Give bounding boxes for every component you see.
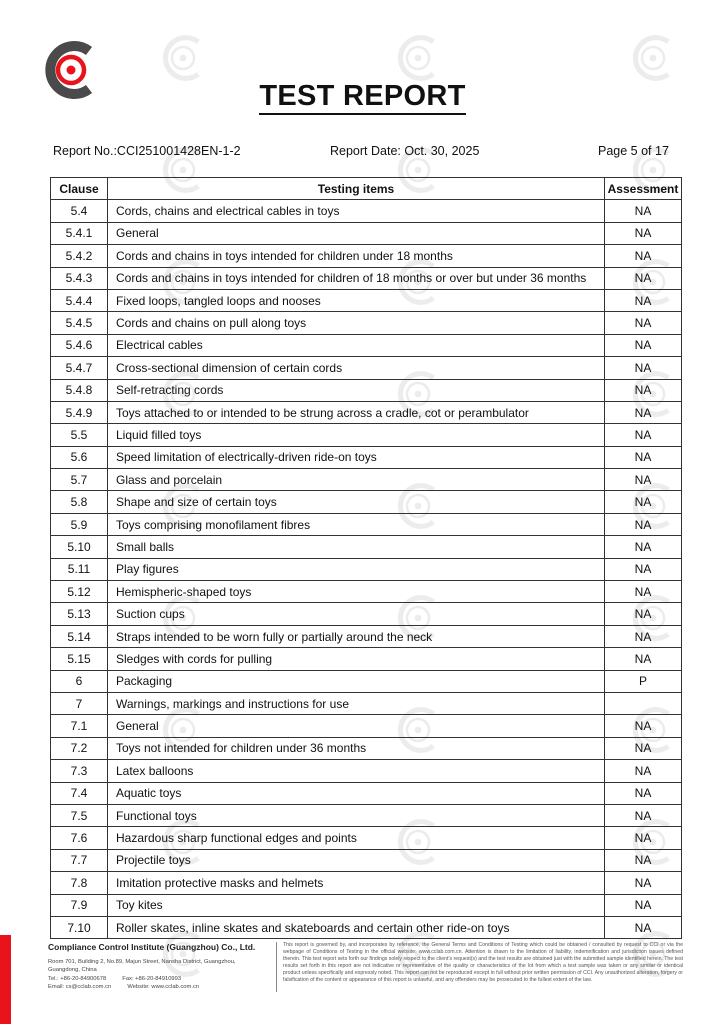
assessment-cell: NA bbox=[605, 513, 682, 535]
testing-item-cell: Warnings, markings and instructions for use bbox=[108, 692, 605, 714]
assessment-cell: NA bbox=[605, 357, 682, 379]
assessment-cell: NA bbox=[605, 760, 682, 782]
clause-cell: 5.4.8 bbox=[51, 379, 108, 401]
company-address bbox=[48, 958, 276, 992]
table-row bbox=[51, 782, 682, 804]
assessment-cell: NA bbox=[605, 334, 682, 356]
clause-cell: 7.5 bbox=[51, 804, 108, 826]
clause-cell: 5.5 bbox=[51, 424, 108, 446]
clause-cell: 6 bbox=[51, 670, 108, 692]
table-row bbox=[51, 625, 682, 647]
testing-item-cell: Toys comprising monofilament fibres bbox=[108, 513, 605, 535]
assessment-cell: NA bbox=[605, 245, 682, 267]
clause-cell: 5.4.7 bbox=[51, 357, 108, 379]
table-row bbox=[51, 446, 682, 468]
assessment-cell: P bbox=[605, 670, 682, 692]
table-row bbox=[51, 670, 682, 692]
clause-cell: 5.4.9 bbox=[51, 401, 108, 423]
clause-cell: 5.4.6 bbox=[51, 334, 108, 356]
assessment-cell: NA bbox=[605, 267, 682, 289]
testing-item-cell: General bbox=[108, 222, 605, 244]
table-row bbox=[51, 558, 682, 580]
assessment-cell: NA bbox=[605, 289, 682, 311]
testing-item-cell: Speed limitation of electrically-driven ride-on toys bbox=[108, 446, 605, 468]
red-side-bar bbox=[0, 935, 11, 1024]
table-row bbox=[51, 334, 682, 356]
clause-cell: 7.10 bbox=[51, 916, 108, 938]
table-row bbox=[51, 357, 682, 379]
report-date: Report Date: Oct. 30, 2025 bbox=[330, 144, 480, 158]
table-body bbox=[51, 200, 682, 939]
testing-items-header: Testing items bbox=[108, 178, 605, 200]
assessment-cell: NA bbox=[605, 625, 682, 647]
assessment-cell: NA bbox=[605, 715, 682, 737]
table-row bbox=[51, 715, 682, 737]
table-row bbox=[51, 581, 682, 603]
footer-disclaimer: This report is governed by, and incorporates by reference, the General Terms and Conditions of Testing which could be obtained / consulted by request to CCI or via the webpage of Conditions of Testing in the official website: www.cclab.com.cn. Attention is drawn to the limitation of liability, indemnification and jurisdiction issues defined therein. This test report sets forth our findings solely respect to the client's request(s) and the test results are obtained just with the submitted sample identified herein. The test results set forth in this report are not indicative or representative of the quality or characteristics of the lot from which a test sample was taken or any similar or identical product unless specifically and expressly noted. This report can not be reproduced except in full without prior written permission of CCI. Any unauthorized alteration, forgery or falsification of the content or appearance of this report is unlawful, and any offenders may be prosecuted to the fullest extent of the law. bbox=[283, 942, 683, 983]
testing-item-cell: Cords, chains and electrical cables in toys bbox=[108, 200, 605, 222]
table-row bbox=[51, 379, 682, 401]
testing-item-cell: Glass and porcelain bbox=[108, 469, 605, 491]
clause-cell: 5.6 bbox=[51, 446, 108, 468]
testing-item-cell: Packaging bbox=[108, 670, 605, 692]
testing-item-cell: Shape and size of certain toys bbox=[108, 491, 605, 513]
testing-item-cell: Sledges with cords for pulling bbox=[108, 648, 605, 670]
clause-header: Clause bbox=[51, 178, 108, 200]
testing-item-cell: Aquatic toys bbox=[108, 782, 605, 804]
table-row bbox=[51, 245, 682, 267]
clause-cell: 7 bbox=[51, 692, 108, 714]
company-name: Compliance Control Institute (Guangzhou) Co., Ltd. bbox=[48, 942, 256, 952]
contact-email-web: Email: cs@cclab.com.cn Website: www.cclab.com.cn bbox=[48, 984, 200, 991]
testing-item-cell: Toys not intended for children under 36 months bbox=[108, 737, 605, 759]
assessment-cell: NA bbox=[605, 222, 682, 244]
table-row bbox=[51, 289, 682, 311]
assessment-cell: NA bbox=[605, 312, 682, 334]
clause-cell: 7.4 bbox=[51, 782, 108, 804]
clause-cell: 7.3 bbox=[51, 760, 108, 782]
table-row bbox=[51, 760, 682, 782]
clause-cell: 5.14 bbox=[51, 625, 108, 647]
testing-item-cell: Liquid filled toys bbox=[108, 424, 605, 446]
table-row bbox=[51, 536, 682, 558]
clause-cell: 7.2 bbox=[51, 737, 108, 759]
clause-cell: 5.4.1 bbox=[51, 222, 108, 244]
clause-cell: 5.10 bbox=[51, 536, 108, 558]
clause-cell: 5.9 bbox=[51, 513, 108, 535]
testing-item-cell: Fixed loops, tangled loops and nooses bbox=[108, 289, 605, 311]
clause-cell: 5.7 bbox=[51, 469, 108, 491]
assessment-cell: NA bbox=[605, 558, 682, 580]
table-row bbox=[51, 648, 682, 670]
assessment-cell: NA bbox=[605, 491, 682, 513]
table-row bbox=[51, 737, 682, 759]
testing-item-cell: Play figures bbox=[108, 558, 605, 580]
table-row bbox=[51, 603, 682, 625]
testing-item-cell: Hemispheric-shaped toys bbox=[108, 581, 605, 603]
testing-item-cell: Roller skates, inline skates and skateboards and certain other ride-on toys bbox=[108, 916, 605, 938]
assessment-header: Assessment bbox=[605, 178, 682, 200]
clause-cell: 7.9 bbox=[51, 894, 108, 916]
testing-item-cell: Toy kites bbox=[108, 894, 605, 916]
testing-item-cell: Hazardous sharp functional edges and points bbox=[108, 827, 605, 849]
clause-cell: 5.4.3 bbox=[51, 267, 108, 289]
testing-item-cell: Projectile toys bbox=[108, 849, 605, 871]
assessment-cell: NA bbox=[605, 804, 682, 826]
clause-cell: 7.8 bbox=[51, 872, 108, 894]
assessment-cell: NA bbox=[605, 401, 682, 423]
clause-cell: 7.1 bbox=[51, 715, 108, 737]
table-row bbox=[51, 491, 682, 513]
testing-item-cell: Cords and chains in toys intended for children of 18 months or over but under 36 months bbox=[108, 267, 605, 289]
table-header-row bbox=[51, 178, 682, 200]
testing-item-cell: General bbox=[108, 715, 605, 737]
table-row bbox=[51, 513, 682, 535]
page-number: Page 5 of 17 bbox=[598, 144, 669, 158]
contact-phone-fax: Tel.: +86-20-84900678 Fax: +86-20-84910993 bbox=[48, 975, 182, 982]
clause-cell: 5.4.5 bbox=[51, 312, 108, 334]
testing-item-cell: Imitation protective masks and helmets bbox=[108, 872, 605, 894]
assessment-cell: NA bbox=[605, 872, 682, 894]
testing-item-cell: Straps intended to be worn fully or partially around the neck bbox=[108, 625, 605, 647]
table-row bbox=[51, 424, 682, 446]
assessment-cell: NA bbox=[605, 648, 682, 670]
assessment-cell: NA bbox=[605, 200, 682, 222]
clause-cell: 5.15 bbox=[51, 648, 108, 670]
clause-cell: 5.11 bbox=[51, 558, 108, 580]
assessment-cell: NA bbox=[605, 782, 682, 804]
clause-cell: 5.13 bbox=[51, 603, 108, 625]
assessment-cell: NA bbox=[605, 894, 682, 916]
page-title: TEST REPORT bbox=[0, 80, 725, 113]
table-row bbox=[51, 804, 682, 826]
assessment-cell: NA bbox=[605, 446, 682, 468]
testing-item-cell: Electrical cables bbox=[108, 334, 605, 356]
testing-item-cell: Small balls bbox=[108, 536, 605, 558]
testing-item-cell: Toys attached to or intended to be strung across a cradle, cot or perambulator bbox=[108, 401, 605, 423]
footer-company-info bbox=[48, 942, 276, 992]
assessment-cell bbox=[605, 692, 682, 714]
assessment-cell: NA bbox=[605, 737, 682, 759]
assessment-cell: NA bbox=[605, 849, 682, 871]
clause-cell: 5.4.2 bbox=[51, 245, 108, 267]
testing-item-cell: Latex balloons bbox=[108, 760, 605, 782]
address-line: Guangdong, China bbox=[48, 967, 97, 974]
testing-item-cell: Cross-sectional dimension of certain cords bbox=[108, 357, 605, 379]
clause-cell: 7.6 bbox=[51, 827, 108, 849]
table-row bbox=[51, 469, 682, 491]
testing-item-cell: Suction cups bbox=[108, 603, 605, 625]
clause-cell: 5.12 bbox=[51, 581, 108, 603]
address-line: Room 701, Building 2, No.89, Majun Street, Nansha District, Guangzhou, bbox=[48, 959, 236, 965]
clause-cell: 5.4 bbox=[51, 200, 108, 222]
table-row bbox=[51, 200, 682, 222]
testing-item-cell: Cords and chains on pull along toys bbox=[108, 312, 605, 334]
testing-item-cell: Cords and chains in toys intended for children under 18 months bbox=[108, 245, 605, 267]
watermark-icon bbox=[390, 30, 446, 86]
footer-divider bbox=[276, 942, 277, 992]
table-row bbox=[51, 222, 682, 244]
watermark-icon bbox=[625, 30, 681, 86]
table-row bbox=[51, 849, 682, 871]
report-number: Report No.:CCI251001428EN-1-2 bbox=[53, 144, 241, 158]
clause-cell: 5.4.4 bbox=[51, 289, 108, 311]
assessment-cell: NA bbox=[605, 581, 682, 603]
assessment-cell: NA bbox=[605, 379, 682, 401]
table-row bbox=[51, 401, 682, 423]
table-row bbox=[51, 312, 682, 334]
assessment-cell: NA bbox=[605, 916, 682, 938]
table-row bbox=[51, 827, 682, 849]
assessment-cell: NA bbox=[605, 536, 682, 558]
clause-cell: 5.8 bbox=[51, 491, 108, 513]
testing-items-table bbox=[50, 177, 682, 939]
table-row bbox=[51, 872, 682, 894]
table-row bbox=[51, 894, 682, 916]
assessment-cell: NA bbox=[605, 424, 682, 446]
assessment-cell: NA bbox=[605, 469, 682, 491]
watermark-icon bbox=[155, 30, 211, 86]
assessment-cell: NA bbox=[605, 603, 682, 625]
table-row bbox=[51, 692, 682, 714]
table-row bbox=[51, 267, 682, 289]
clause-cell: 7.7 bbox=[51, 849, 108, 871]
table-row bbox=[51, 916, 682, 938]
testing-item-cell: Self-retracting cords bbox=[108, 379, 605, 401]
assessment-cell: NA bbox=[605, 827, 682, 849]
testing-item-cell: Functional toys bbox=[108, 804, 605, 826]
